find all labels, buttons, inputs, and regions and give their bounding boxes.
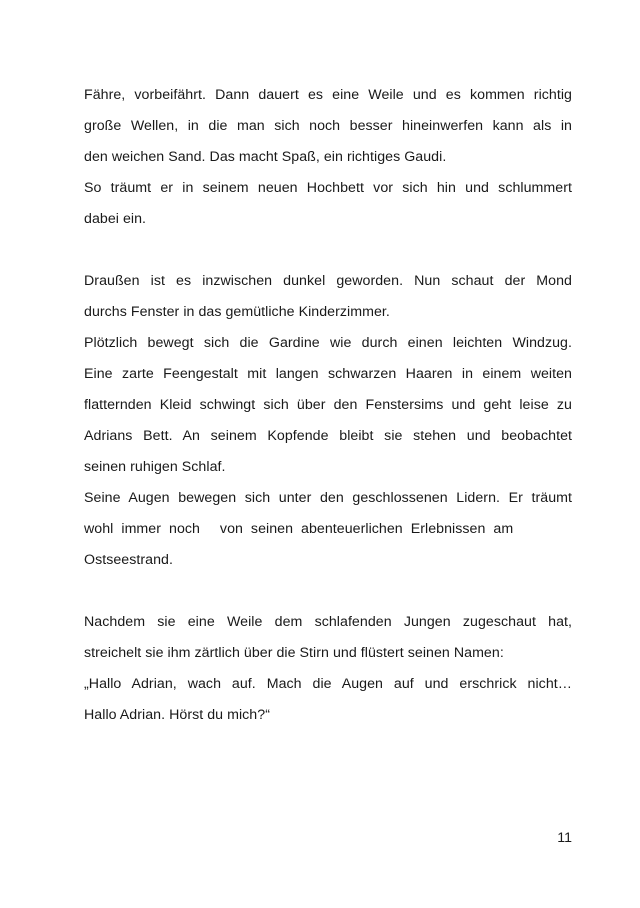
text-line: Plötzlich bewegt sich die Gardine wie durch einen leichten Windzug.: [84, 335, 572, 351]
paragraph-1: [84, 80, 572, 235]
text-line: Ostseestrand.: [84, 552, 173, 568]
text-line: den weichen Sand. Das macht Spaß, ein richtiges Gaudi.: [84, 149, 447, 165]
paragraph-2: [84, 266, 572, 576]
text-line: Fähre, vorbeifährt. Dann dauert es eine Weile und es kommen richtig: [84, 87, 572, 103]
text-line: Adrians Bett. An seinem Kopfende bleibt sie stehen und beobachtet: [84, 428, 572, 444]
text-line: Draußen ist es inzwischen dunkel geworden. Nun schaut der Mond: [84, 273, 572, 289]
text-line: dabei ein.: [84, 211, 147, 227]
text-line: große Wellen, in die man sich noch besser hineinwerfen kann als in: [84, 118, 572, 134]
page-body-text: [84, 80, 572, 731]
text-line: wohl immer noch von seinen abenteuerlichen Erlebnissen am: [84, 521, 514, 537]
text-line: Nachdem sie eine Weile dem schlafenden Jungen zugeschaut hat,: [84, 614, 572, 630]
page-number: 11: [557, 830, 572, 846]
paragraph-3: [84, 607, 572, 731]
text-line: So träumt er in seinem neuen Hochbett vor sich hin und schlummert: [84, 180, 572, 196]
text-line: Hallo Adrian. Hörst du mich?“: [84, 707, 270, 723]
text-line: flatternden Kleid schwingt sich über den Fenstersims und geht leise zu: [84, 397, 572, 413]
text-line: Eine zarte Feengestalt mit langen schwarzen Haaren in einem weiten: [84, 366, 572, 382]
text-line: seinen ruhigen Schlaf.: [84, 459, 226, 475]
text-line: „Hallo Adrian, wach auf. Mach die Augen auf und erschrick nicht…: [84, 676, 572, 692]
text-line: streichelt sie ihm zärtlich über die Stirn und flüstert seinen Namen:: [84, 645, 504, 661]
text-line: Seine Augen bewegen sich unter den geschlossenen Lidern. Er träumt: [84, 490, 572, 506]
text-line: durchs Fenster in das gemütliche Kinderzimmer.: [84, 304, 390, 320]
